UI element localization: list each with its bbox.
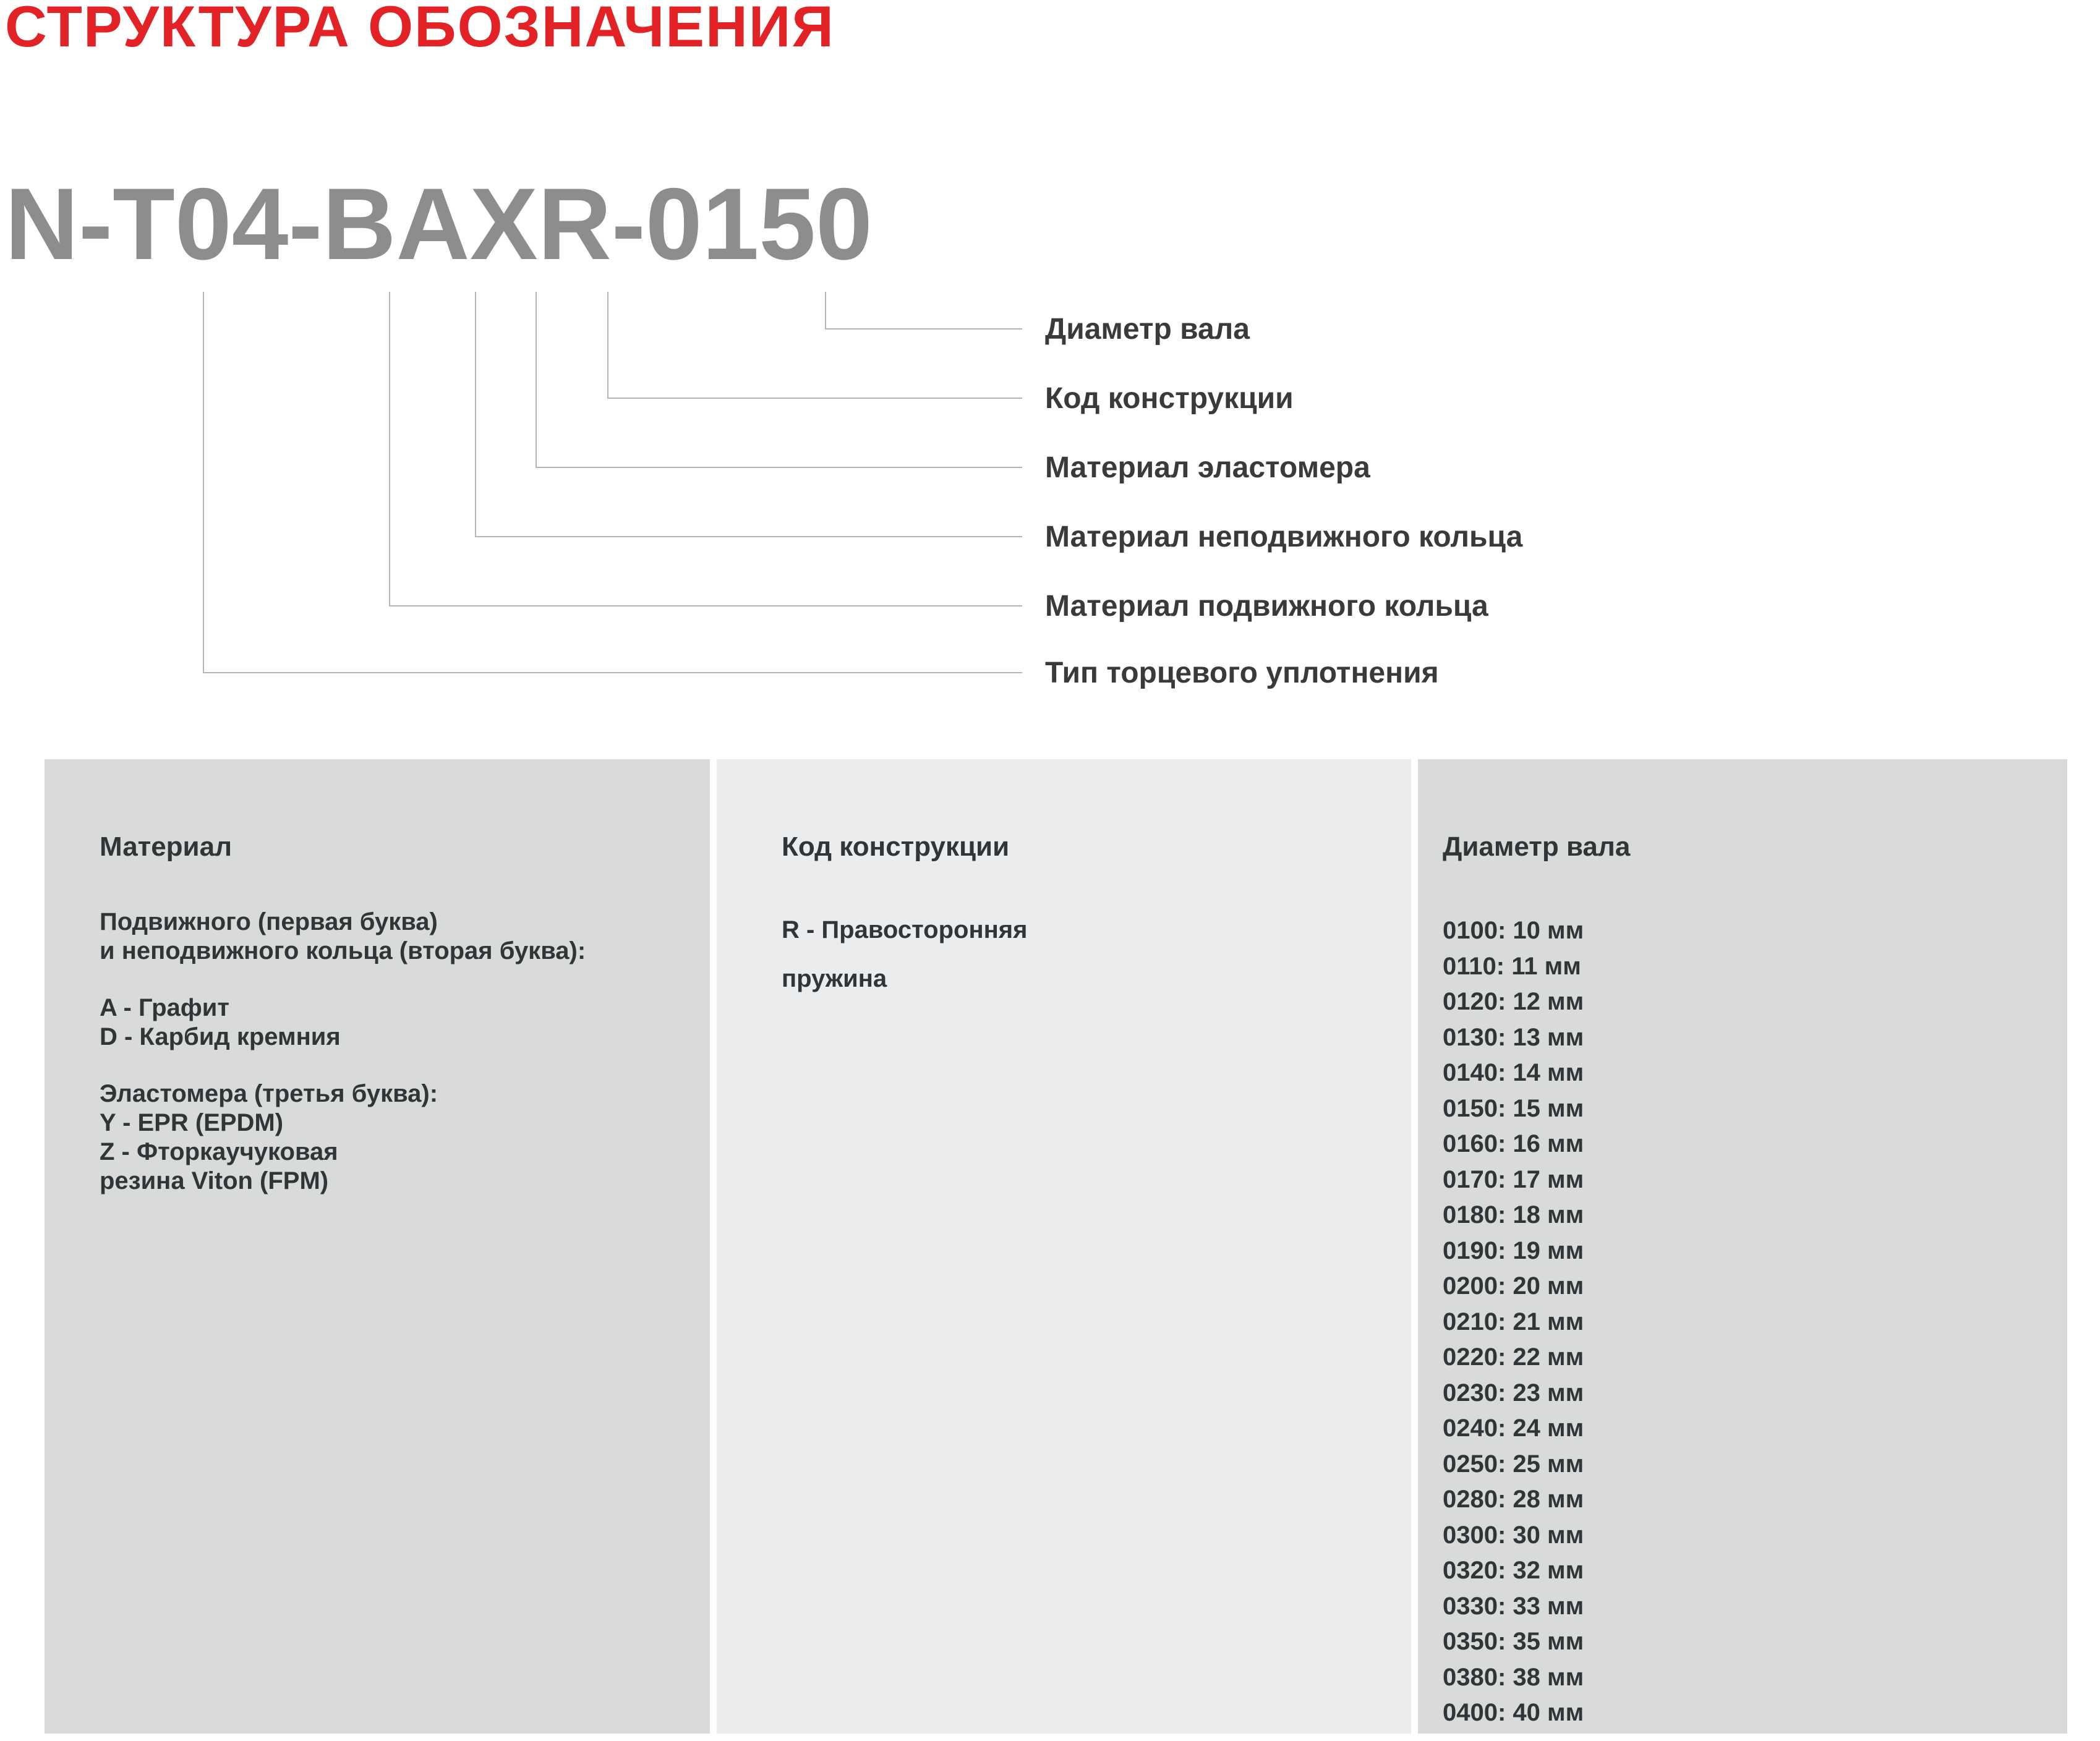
designation-label-elastomer-material: Материал эластомера: [1045, 451, 1370, 484]
list-item: 0100: 10 мм: [1443, 917, 1584, 944]
list-item: 0150: 15 мм: [1443, 1094, 1584, 1122]
text-line: R - Правосторонняя: [782, 916, 1028, 943]
list-item: 0160: 16 мм: [1443, 1130, 1584, 1157]
text-line: A - Графит: [100, 994, 229, 1021]
designation-label-rotating-ring-material: Материал подвижного кольца: [1045, 590, 1488, 623]
panel-material: [45, 759, 710, 1734]
panel-construction-heading: Код конструкции: [782, 832, 1010, 862]
list-item: 0220: 22 мм: [1443, 1343, 1584, 1371]
material-elastomer-codes: [100, 1079, 685, 1196]
list-item: 0190: 19 мм: [1443, 1237, 1584, 1264]
text-line: пружина: [782, 965, 887, 992]
designation-label-shaft-diameter: Диаметр вала: [1045, 313, 1250, 346]
designation-label-stationary-ring-material: Материал неподвижного кольца: [1045, 521, 1523, 553]
list-item: 0380: 38 мм: [1443, 1663, 1584, 1691]
text-line: D - Карбид кремния: [100, 1023, 341, 1050]
list-item: 0250: 25 мм: [1443, 1450, 1584, 1478]
text-line: Подвижного (первая буква): [100, 908, 438, 935]
list-item: 0120: 12 мм: [1443, 988, 1584, 1015]
panel-material-heading: Материал: [100, 832, 233, 862]
connector-line-seal-type: [203, 292, 1022, 673]
list-item: 0400: 40 мм: [1443, 1699, 1584, 1726]
panel-construction-code: [717, 759, 1411, 1734]
list-item: 0110: 11 мм: [1443, 952, 1581, 980]
list-item: 0180: 18 мм: [1443, 1201, 1584, 1228]
text-line: и неподвижного кольца (вторая буква):: [100, 937, 586, 964]
shaft-diameter-list: [1443, 913, 2049, 1731]
list-item: 0240: 24 мм: [1443, 1415, 1584, 1442]
list-item: 0140: 14 мм: [1443, 1059, 1584, 1086]
list-item: 0210: 21 мм: [1443, 1308, 1584, 1335]
list-item: 0300: 30 мм: [1443, 1521, 1584, 1549]
panel-shaft-diameter: [1418, 759, 2067, 1734]
list-item: 0130: 13 мм: [1443, 1023, 1584, 1051]
list-item: 0200: 20 мм: [1443, 1272, 1584, 1300]
list-item: 0280: 28 мм: [1443, 1486, 1584, 1513]
page-title: СТРУКТУРА ОБОЗНАЧЕНИЯ: [5, 0, 835, 59]
panel-diameter-heading: Диаметр вала: [1443, 832, 1631, 862]
list-item: 0350: 35 мм: [1443, 1628, 1584, 1655]
construction-code-lines: [782, 906, 1386, 1003]
text-line: Эластомера (третья буква):: [100, 1080, 438, 1107]
list-item: 0330: 33 мм: [1443, 1592, 1584, 1620]
material-intro-lines: [100, 908, 685, 966]
designation-label-seal-type: Тип торцевого уплотнения: [1045, 657, 1439, 689]
designation-label-construction-code: Код конструкции: [1045, 382, 1294, 415]
list-item: 0170: 17 мм: [1443, 1165, 1584, 1193]
material-ring-codes: [100, 994, 685, 1052]
text-line: резина Viton (FPM): [100, 1167, 329, 1194]
product-code: N-T04-BAXR-0150: [5, 167, 873, 281]
list-item: 0320: 32 мм: [1443, 1557, 1584, 1584]
text-line: Y - EPR (EPDM): [100, 1109, 284, 1136]
list-item: 0230: 23 мм: [1443, 1379, 1584, 1407]
text-line: Z - Фторкаучуковая: [100, 1138, 338, 1165]
